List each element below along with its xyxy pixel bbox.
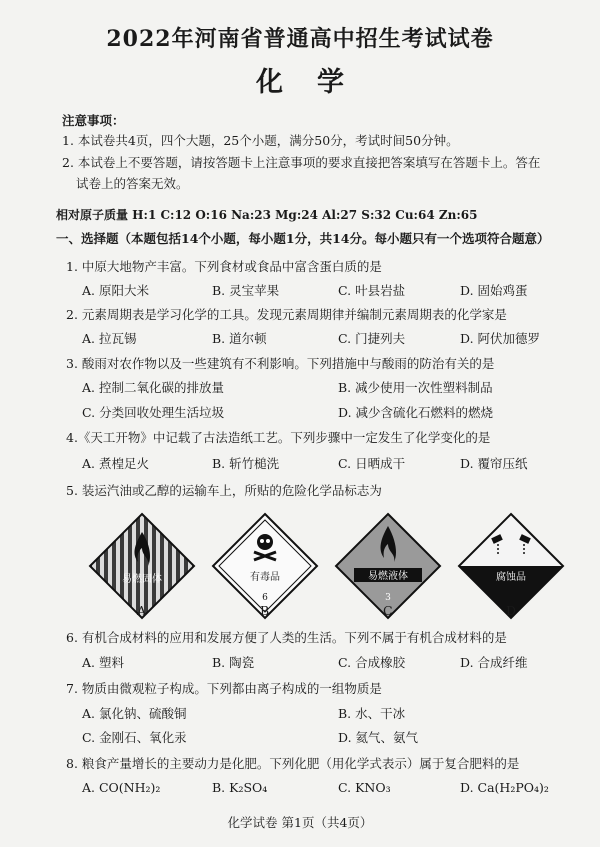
q8-option-c: C. KNO₃ <box>338 780 391 795</box>
note-2: 2. 本试卷上不要答题，请按答题卡上注意事项的要求直接把答案填写在答题卡上。答在 <box>62 155 541 170</box>
q3-option-d: D. 减少含硫化石燃料的燃烧 <box>338 405 494 420</box>
q6-option-b: B. 陶瓷 <box>212 655 255 670</box>
q7-option-d: D. 氦气、氨气 <box>338 730 419 745</box>
question-6: 6. 有机合成材料的应用和发展方便了人类的生活。下列不属于有机合成材料的是 <box>66 630 507 645</box>
subject-title: 化学 <box>256 67 378 98</box>
sign-a-label: 易燃固体 <box>122 574 162 585</box>
q7-option-b: B. 水、干冰 <box>338 706 406 721</box>
q6-option-a: A. 塑料 <box>82 655 124 670</box>
question-3: 3. 酸雨对农作物以及一些建筑有不利影响。下列措施中与酸雨的防治有关的是 <box>66 356 495 371</box>
q5-option-d: D <box>506 603 517 618</box>
q1-option-a: A. 原阳大米 <box>82 283 149 298</box>
q2-option-c: C. 门捷列夫 <box>338 331 406 346</box>
question-2: 2. 元素周期表是学习化学的工具。发现元素周期律并编制元素周期表的化学家是 <box>66 307 507 322</box>
sign-b-label: 有毒品 <box>250 572 280 583</box>
sign-d-label: 腐蚀品 <box>496 572 526 583</box>
q2-option-b: B. 道尔顿 <box>212 331 267 346</box>
q3-option-c: C. 分类回收处理生活垃圾 <box>82 405 225 420</box>
q5-option-a: A <box>137 603 147 618</box>
question-5: 5. 装运汽油或乙醇的运输车上，所贴的危险化学品标志为 <box>66 483 382 498</box>
q2-option-a: A. 拉瓦锡 <box>82 331 137 346</box>
q5-option-b: B <box>260 603 270 618</box>
q1-option-b: B. 灵宝苹果 <box>212 283 280 298</box>
q1-option-c: C. 叶县岩盐 <box>338 283 406 298</box>
question-1: 1. 中原大地物产丰富。下列食材或食品中富含蛋白质的是 <box>66 259 382 274</box>
notes-heading: 注意事项： <box>62 113 125 128</box>
sign-b-number: 6 <box>262 593 268 603</box>
q7-option-c: C. 金刚石、氧化汞 <box>82 730 187 745</box>
question-4: 4.《天工开物》中记载了古法造纸工艺。下列步骤中一定发生了化学变化的是 <box>66 430 491 445</box>
note-2-cont: 试卷上的答案无效。 <box>76 176 189 191</box>
q3-option-b: B. 减少使用一次性塑料制品 <box>338 380 493 395</box>
q8-option-b: B. K₂SO₄ <box>212 780 268 795</box>
q6-option-c: C. 合成橡胶 <box>338 655 406 670</box>
exam-title: 2022年河南省普通高中招生考试试卷 <box>106 26 494 52</box>
page-footer: 化学试卷 第1页（共4页） <box>227 815 373 830</box>
q1-option-d: D. 固始鸡蛋 <box>460 283 528 298</box>
sign-c-number: 3 <box>385 593 391 603</box>
q4-option-a: A. 煮楻足火 <box>82 456 149 471</box>
q8-option-a: A. CO(NH₂)₂ <box>82 780 161 795</box>
q4-option-d: D. 覆帘压纸 <box>460 456 528 471</box>
q4-option-b: B. 斩竹槌洗 <box>212 456 280 471</box>
note-1: 1. 本试卷共4页，四个大题，25个小题，满分50分，考试时间50分钟。 <box>62 133 459 148</box>
q6-option-d: D. 合成纤维 <box>460 655 528 670</box>
q3-option-a: A. 控制二氧化碳的排放量 <box>82 380 224 395</box>
q8-option-d: D. Ca(H₂PO₄)₂ <box>460 780 549 795</box>
q7-option-a: A. 氯化钠、硫酸铜 <box>82 706 187 721</box>
question-7: 7. 物质由微观粒子构成。下列都由离子构成的一组物质是 <box>66 681 382 696</box>
q4-option-c: C. 日晒成干 <box>338 456 406 471</box>
atomic-masses: 相对原子质量 H:1 C:12 O:16 Na:23 Mg:24 Al:27 S:32 Cu:64 Zn:65 <box>56 208 478 222</box>
q2-option-d: D. 阿伏加德罗 <box>460 331 541 346</box>
section-1-heading: 一、选择题（本题包括14个小题，每小题1分，共14分。每小题只有一个选项符合题意） <box>56 231 550 246</box>
sign-c-label: 易燃液体 <box>368 571 408 582</box>
question-8: 8. 粮食产量增长的主要动力是化肥。下列化肥（用化学式表示）属于复合肥料的是 <box>66 756 520 771</box>
q5-option-c: C <box>383 603 393 618</box>
